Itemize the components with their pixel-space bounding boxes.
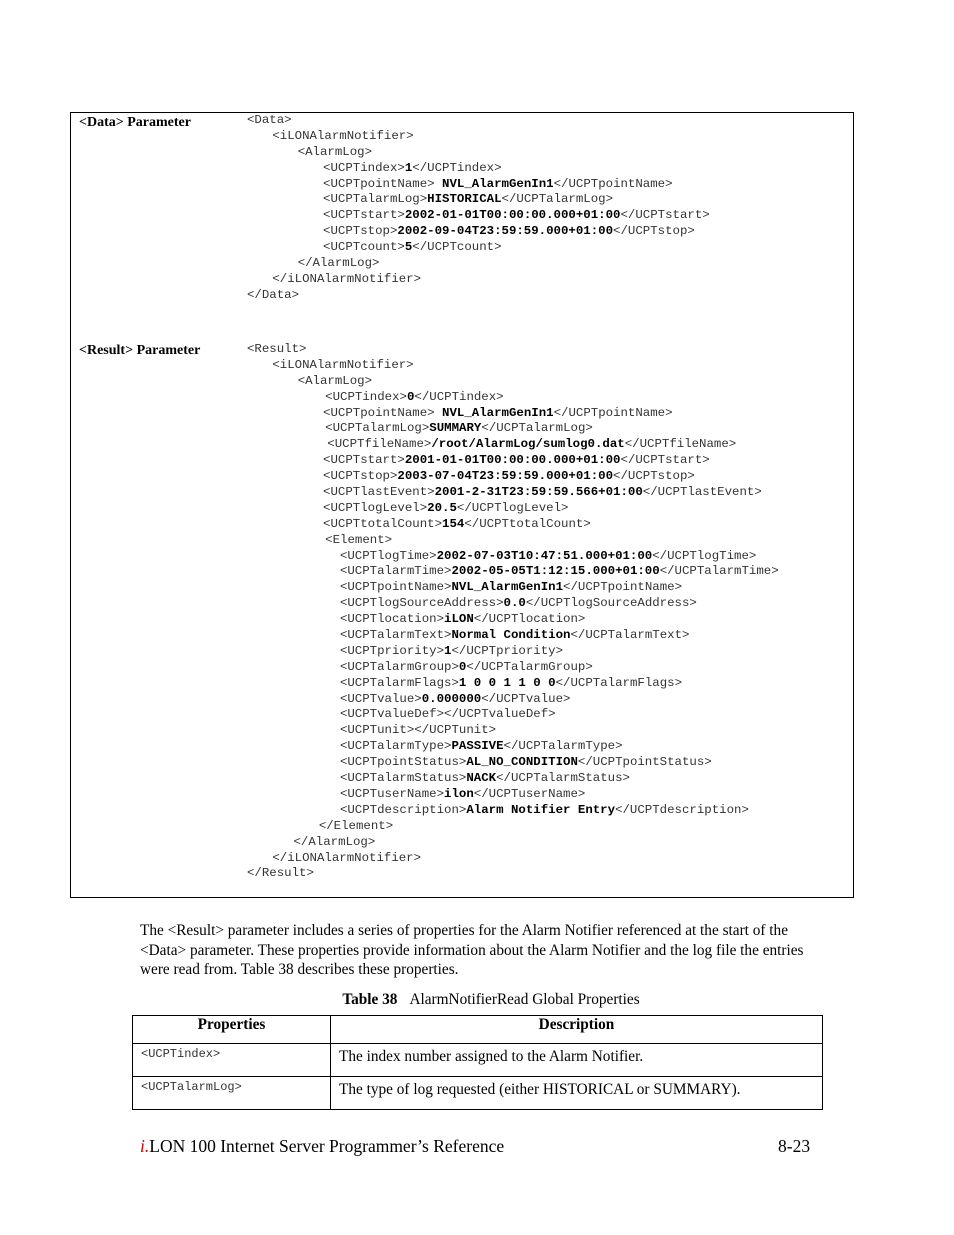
code-line — [247, 208, 710, 224]
xml-value: 2003-07-04T23:59:59.000+01:00 — [397, 469, 614, 484]
xml-close-tag: </UCPTpointName> — [553, 405, 673, 420]
xml-value: 2002-09-04T23:59:59.000+01:00 — [397, 224, 614, 239]
xml-value: 1 0 0 1 1 0 0 — [458, 675, 556, 690]
code-line — [247, 469, 779, 485]
xml-open-tag: <UCPTalarmTime> — [339, 564, 452, 579]
code-line — [247, 771, 779, 787]
xml-close-tag: </UCPTstop> — [613, 469, 695, 484]
code-line — [247, 421, 779, 437]
xml-value: 2002-05-05T1:12:15.000+01:00 — [451, 564, 660, 579]
xml-open-tag: <UCPTfileName> — [327, 437, 432, 452]
xml-open-tag: <UCPTstop> — [323, 469, 398, 484]
property-name: <UCPTindex> — [133, 1044, 331, 1077]
xml-open-tag: <UCPTvalue> — [339, 691, 422, 706]
xml-close-tag: </UCPTpointName> — [563, 580, 683, 595]
xml-open-tag: <UCPTlogTime> — [339, 548, 437, 563]
code-line — [247, 517, 779, 533]
xml-open-tag: </Data> — [247, 287, 300, 302]
code-line — [247, 533, 779, 549]
header-properties: Properties — [133, 1016, 331, 1044]
xml-value: 1 — [444, 643, 452, 658]
xml-close-tag: </UCPTstop> — [613, 224, 695, 239]
xml-close-tag: </UCPTpointStatus> — [577, 755, 712, 770]
xml-value: HISTORICAL — [427, 192, 502, 207]
result-parameter-code — [247, 342, 779, 882]
parameter-box — [70, 112, 854, 898]
xml-value: 2002-07-03T10:47:51.000+01:00 — [436, 548, 653, 563]
xml-open-tag: <UCPTlogLevel> — [323, 500, 428, 515]
code-line — [247, 866, 779, 882]
code-line — [247, 390, 779, 406]
code-line — [247, 256, 710, 272]
xml-value: ilon — [444, 786, 474, 801]
code-line — [247, 612, 779, 628]
xml-value: NVL_AlarmGenIn1 — [442, 405, 554, 420]
xml-value: 20.5 — [427, 500, 457, 515]
code-line — [247, 485, 779, 501]
xml-close-tag: </UCPTlogSourceAddress> — [525, 596, 697, 611]
xml-open-tag: </Result> — [247, 866, 314, 881]
header-description: Description — [331, 1016, 823, 1044]
code-line — [247, 755, 779, 771]
footer-brand-prefix: i. — [140, 1136, 150, 1156]
xml-open-tag: <UCPTlastEvent> — [323, 485, 435, 500]
code-line — [247, 129, 710, 145]
xml-value: NVL_AlarmGenIn1 — [451, 580, 564, 595]
property-description: The index number assigned to the Alarm Notifier. — [331, 1044, 823, 1077]
xml-open-tag: <UCPTalarmGroup> — [339, 659, 459, 674]
code-line — [247, 692, 779, 708]
xml-open-tag: <UCPTpointStatus> — [339, 755, 467, 770]
code-line — [247, 272, 710, 288]
xml-open-tag: <iLONAlarmNotifier> — [272, 128, 414, 143]
table-row — [133, 1044, 823, 1077]
xml-open-tag: <UCPTalarmType> — [339, 739, 452, 754]
xml-open-tag: <UCPTindex> — [325, 389, 407, 404]
xml-open-tag: <Result> — [247, 342, 307, 356]
xml-close-tag: </UCPTalarmText> — [570, 628, 690, 643]
xml-value: 5 — [404, 240, 413, 255]
code-line — [247, 835, 779, 851]
xml-value: PASSIVE — [451, 739, 504, 754]
xml-open-tag: <UCPTstart> — [323, 208, 405, 223]
xml-open-tag: <UCPTstop> — [323, 224, 398, 239]
xml-open-tag: <UCPTlogSourceAddress> — [339, 596, 504, 611]
code-line — [247, 644, 779, 660]
code-line — [247, 564, 779, 580]
xml-open-tag: <UCPTpointName> — [323, 405, 443, 420]
xml-value: NVL_AlarmGenIn1 — [442, 176, 554, 191]
table-header-row — [133, 1016, 823, 1044]
xml-close-tag: </UCPTalarmLog> — [481, 421, 593, 436]
xml-value: Alarm Notifier Entry — [466, 802, 616, 817]
xml-open-tag: <UCPTalarmLog> — [325, 421, 430, 436]
code-line — [247, 739, 779, 755]
code-line — [247, 803, 779, 819]
code-line — [247, 342, 779, 358]
code-line — [247, 177, 710, 193]
xml-open-tag: <Data> — [247, 113, 292, 127]
xml-open-tag: <UCPTalarmFlags> — [339, 675, 459, 690]
properties-table — [132, 1015, 823, 1110]
code-line — [247, 453, 779, 469]
code-line — [247, 819, 779, 835]
xml-value: 0.000000 — [421, 691, 482, 706]
xml-open-tag: </iLONAlarmNotifier> — [272, 850, 422, 865]
xml-close-tag: </UCPTuserName> — [473, 786, 586, 801]
xml-close-tag: </UCPTpointName> — [553, 176, 673, 191]
property-description: The type of log requested (either HISTORICAL or SUMMARY). — [331, 1077, 823, 1110]
xml-open-tag: </Element> — [318, 818, 394, 833]
xml-value: 1 — [404, 160, 413, 175]
property-name: <UCPTalarmLog> — [133, 1077, 331, 1110]
xml-value: 154 — [442, 516, 465, 531]
result-parameter-label: <Result> Parameter — [79, 343, 201, 358]
xml-open-tag: <UCPTunit></UCPTunit> — [339, 723, 497, 738]
code-line — [247, 707, 779, 723]
xml-value: 0 — [458, 659, 467, 674]
xml-close-tag: </UCPTtotalCount> — [464, 516, 591, 531]
table-caption — [0, 991, 954, 1009]
xml-close-tag: </UCPTalarmLog> — [501, 192, 614, 207]
xml-close-tag: </UCPTalarmGroup> — [466, 659, 593, 674]
code-line — [247, 406, 779, 422]
xml-close-tag: </UCPTstart> — [620, 453, 710, 468]
data-parameter-label: <Data> Parameter — [79, 115, 191, 130]
xml-close-tag: </UCPTcount> — [412, 240, 502, 255]
xml-close-tag: </UCPTlastEvent> — [642, 485, 762, 500]
xml-value: /root/AlarmLog/sumlog0.dat — [431, 437, 625, 452]
xml-value: 0 — [406, 389, 415, 404]
footer-title-text: LON 100 Internet Server Programmer’s Reference — [149, 1136, 505, 1156]
xml-value: 0.0 — [503, 596, 526, 611]
code-line — [247, 660, 779, 676]
code-line — [247, 358, 779, 374]
xml-close-tag: </UCPTalarmTime> — [659, 564, 779, 579]
code-line — [247, 787, 779, 803]
xml-open-tag: </AlarmLog> — [293, 834, 376, 849]
code-line — [247, 161, 710, 177]
table-caption-title: AlarmNotifierRead Global Properties — [409, 991, 640, 1008]
xml-open-tag: <UCPTpointName> — [339, 580, 452, 595]
code-line — [247, 549, 779, 565]
xml-close-tag: </UCPTvalue> — [481, 691, 571, 706]
xml-open-tag: <UCPTdescription> — [339, 802, 467, 817]
xml-open-tag: <UCPTpriority> — [339, 643, 445, 658]
xml-close-tag: </UCPTpriority> — [451, 643, 564, 658]
code-line — [247, 145, 710, 161]
footer-title — [140, 1136, 504, 1157]
code-line — [247, 224, 710, 240]
xml-close-tag: </UCPTdescription> — [615, 802, 749, 817]
xml-close-tag: </UCPTfileName> — [624, 437, 737, 452]
xml-value: iLON — [444, 612, 474, 627]
xml-open-tag: <UCPTindex> — [323, 160, 405, 175]
xml-open-tag: <AlarmLog> — [297, 373, 373, 388]
xml-open-tag: <UCPTuserName> — [339, 786, 445, 801]
xml-open-tag: <iLONAlarmNotifier> — [272, 357, 414, 372]
xml-value: AL_NO_CONDITION — [466, 755, 578, 770]
code-line — [247, 851, 779, 867]
code-line — [247, 192, 710, 208]
code-line — [247, 596, 779, 612]
xml-value: SUMMARY — [429, 421, 482, 436]
xml-close-tag: </UCPTindex> — [412, 160, 502, 175]
xml-open-tag: <UCPTalarmLog> — [323, 192, 428, 207]
xml-open-tag: </iLONAlarmNotifier> — [272, 271, 422, 286]
table-row — [133, 1077, 823, 1110]
xml-open-tag: <UCPTvalueDef></UCPTvalueDef> — [339, 707, 556, 722]
xml-close-tag: </UCPTindex> — [414, 389, 504, 404]
intro-paragraph: The <Result> parameter includes a series of properties for the Alarm Notifier referenced at the start of the <Data> parameter. These properties provide information about the Alarm Notifier and the log file the entries were read from. Table 38 describes these properties. — [140, 922, 804, 978]
data-parameter-code — [247, 113, 710, 304]
code-line — [247, 676, 779, 692]
xml-close-tag: </UCPTlogTime> — [652, 548, 757, 563]
code-line — [247, 723, 779, 739]
xml-open-tag: <UCPTalarmStatus> — [339, 771, 467, 786]
code-line — [247, 580, 779, 596]
xml-close-tag: </UCPTstart> — [620, 208, 710, 223]
xml-open-tag: <UCPTalarmText> — [339, 628, 452, 643]
code-line — [247, 501, 779, 517]
xml-close-tag: </UCPTlocation> — [473, 612, 586, 627]
xml-close-tag: </UCPTlogLevel> — [456, 500, 569, 515]
table-caption-number: Table 38 — [342, 991, 398, 1008]
xml-value: Normal Condition — [451, 628, 571, 643]
code-line — [247, 288, 710, 304]
code-line — [247, 240, 710, 256]
xml-open-tag: <UCPTpointName> — [323, 176, 443, 191]
xml-value: 2001-2-31T23:59:59.566+01:00 — [434, 485, 643, 500]
code-line — [247, 437, 779, 453]
xml-open-tag: <UCPTlocation> — [339, 612, 445, 627]
xml-close-tag: </UCPTalarmStatus> — [496, 771, 630, 786]
xml-value: 2002-01-01T00:00:00.000+01:00 — [404, 208, 621, 223]
code-line — [247, 113, 710, 129]
xml-close-tag: </UCPTalarmType> — [503, 739, 623, 754]
xml-open-tag: <AlarmLog> — [297, 144, 373, 159]
code-line — [247, 374, 779, 390]
xml-open-tag: </AlarmLog> — [297, 256, 380, 271]
xml-open-tag: <Element> — [325, 532, 393, 547]
xml-open-tag: <UCPTcount> — [323, 240, 405, 255]
xml-open-tag: <UCPTtotalCount> — [323, 516, 443, 531]
xml-close-tag: </UCPTalarmFlags> — [555, 675, 682, 690]
xml-value: NACK — [466, 771, 497, 786]
code-line — [247, 628, 779, 644]
xml-value: 2001-01-01T00:00:00.000+01:00 — [404, 453, 621, 468]
footer-page-number: 8-23 — [778, 1136, 811, 1156]
xml-open-tag: <UCPTstart> — [323, 453, 405, 468]
